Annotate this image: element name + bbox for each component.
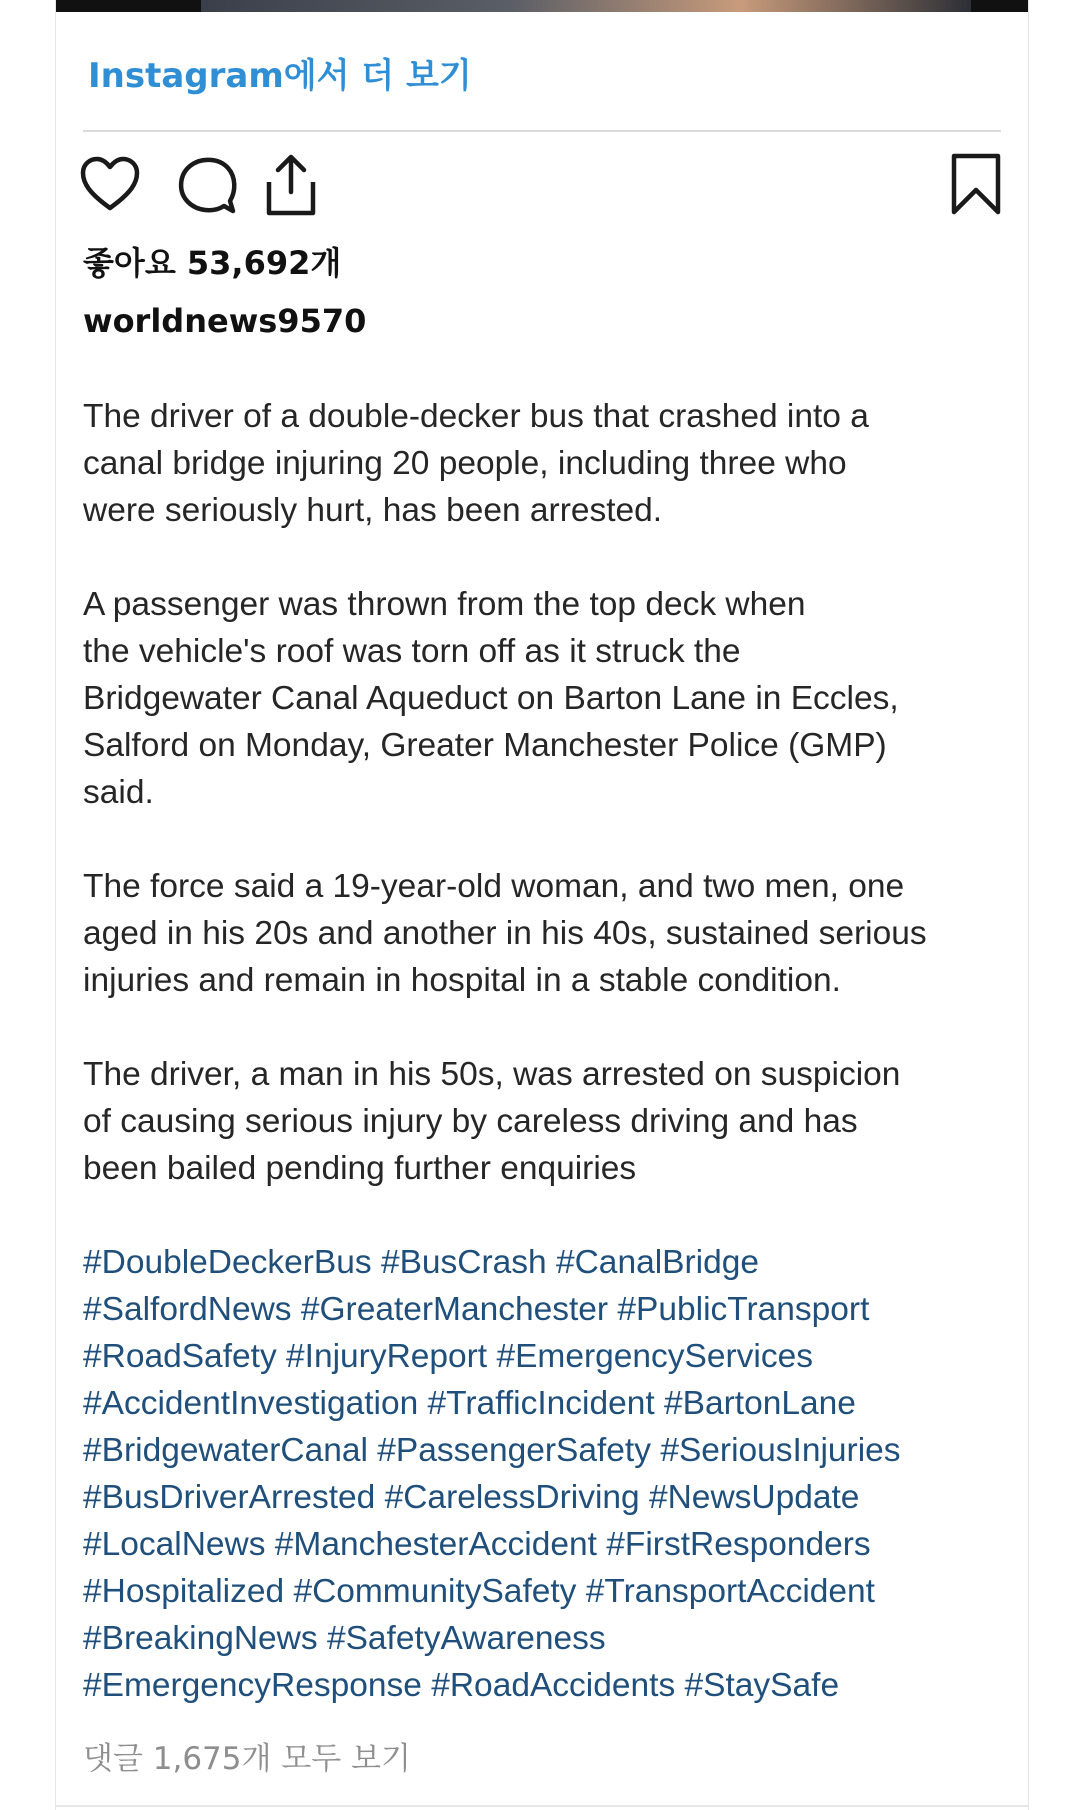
hashtag-link[interactable]: #SalfordNews <box>83 1291 292 1328</box>
hashtag-link[interactable]: #FirstResponders <box>606 1526 871 1563</box>
speech-bubble-icon[interactable] <box>176 155 238 215</box>
hashtag-list <box>83 1239 1013 1709</box>
heart-outline-icon[interactable] <box>79 155 141 213</box>
hashtag-link[interactable]: #RoadSafety <box>83 1338 277 1375</box>
hashtag-link[interactable]: #CommunitySafety <box>293 1573 577 1610</box>
caption-paragraph: The driver, a man in his 50s, was arrested on suspicion of causing serious injury by careless driving and has been bailed pending further enquiries <box>83 1056 901 1187</box>
hashtag-link[interactable]: #AccidentInvestigation <box>83 1385 419 1422</box>
share-upload-icon[interactable] <box>261 152 321 218</box>
hashtag-link[interactable]: #TrafficIncident <box>427 1385 655 1422</box>
header-divider <box>83 130 1001 132</box>
hashtag-link[interactable]: #TransportAccident <box>585 1573 875 1610</box>
hashtag-link[interactable]: #CanalBridge <box>555 1244 759 1281</box>
hashtag-link[interactable]: #SeriousInjuries <box>660 1432 901 1469</box>
hashtag-link[interactable]: #EmergencyResponse <box>83 1667 422 1704</box>
post-author-username[interactable]: worldnews9570 <box>83 302 367 340</box>
hashtag-link[interactable]: #DoubleDeckerBus <box>83 1244 372 1281</box>
view-on-instagram-link[interactable]: Instagram에서 더 보기 <box>88 56 472 96</box>
hashtag-link[interactable]: #PassengerSafety <box>377 1432 651 1469</box>
view-all-comments-link[interactable]: 댓글 1,675개 모두 보기 <box>83 1741 411 1777</box>
caption-paragraph: A passenger was thrown from the top deck when the vehicle's roof was torn off as it struck the Bridgewater Canal Aqueduct on Barton Lane in Eccles, Salford on Monday, Greater Manchester Police (GMP) said. <box>83 586 899 811</box>
hashtag-link[interactable]: #BusDriverArrested <box>83 1479 376 1516</box>
post-caption <box>83 393 1013 1709</box>
hashtag-link[interactable]: #BreakingNews <box>83 1620 318 1657</box>
hashtag-link[interactable]: #CarelessDriving <box>384 1479 640 1516</box>
hashtag-link[interactable]: #LocalNews <box>83 1526 266 1563</box>
caption-paragraph: The force said a 19-year-old woman, and two men, one aged in his 20s and another in his 40s, sustained serious injuries and remain in hospital in a stable condition. <box>83 868 927 999</box>
card-bottom-border <box>56 1805 1028 1807</box>
instagram-embed-card <box>55 0 1029 1810</box>
hashtag-link[interactable]: #Hospitalized <box>83 1573 285 1610</box>
hashtag-link[interactable]: #PublicTransport <box>617 1291 870 1328</box>
post-media-bottom-edge[interactable] <box>56 0 1028 12</box>
hashtag-link[interactable]: #NewsUpdate <box>648 1479 860 1516</box>
hashtag-link[interactable]: #ManchesterAccident <box>274 1526 597 1563</box>
hashtag-link[interactable]: #BartonLane <box>664 1385 856 1422</box>
hashtag-link[interactable]: #EmergencyServices <box>496 1338 813 1375</box>
hashtag-link[interactable]: #GreaterManchester <box>300 1291 609 1328</box>
post-photo[interactable] <box>201 0 971 12</box>
hashtag-link[interactable]: #SafetyAwareness <box>326 1620 606 1657</box>
hashtag-link[interactable]: #StaySafe <box>684 1667 840 1704</box>
caption-paragraph: The driver of a double-decker bus that crashed into a canal bridge injuring 20 people, including three who were seriously hurt, has been arrested. <box>83 398 869 529</box>
hashtag-link[interactable]: #InjuryReport <box>286 1338 488 1375</box>
like-count[interactable]: 좋아요 53,692개 <box>83 244 342 282</box>
hashtag-link[interactable]: #RoadAccidents <box>431 1667 676 1704</box>
hashtag-link[interactable]: #BridgewaterCanal <box>83 1432 368 1469</box>
bookmark-icon[interactable] <box>949 152 1003 216</box>
hashtag-link[interactable]: #BusCrash <box>380 1244 547 1281</box>
